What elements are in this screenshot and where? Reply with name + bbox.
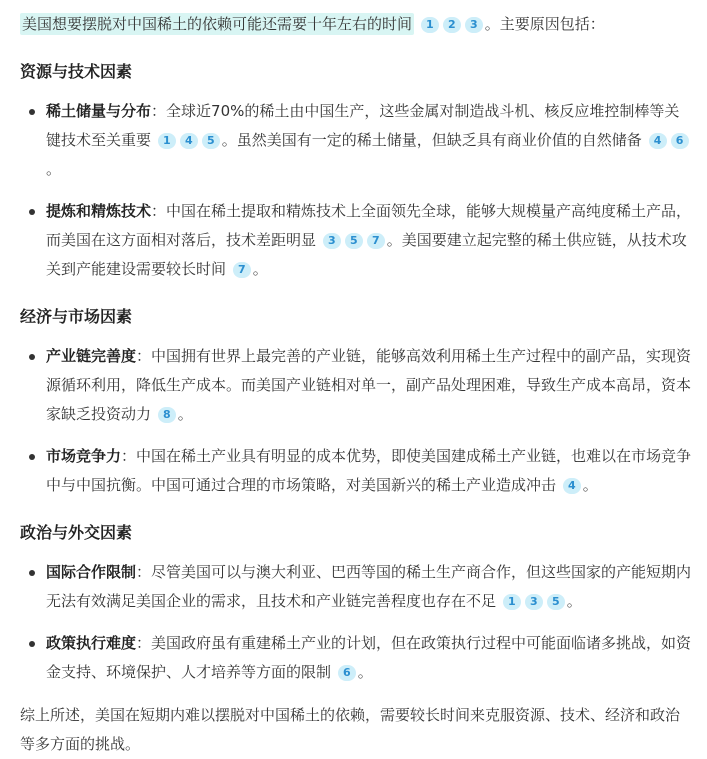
item-text: 。 xyxy=(357,663,373,681)
citation-badge[interactable]: 6 xyxy=(338,665,356,681)
item-text: 中国在稀土产业具有明显的成本优势，即使美国建成稀土产业链，也难以在市场竞争中与中国抗衡。中国可通过合理的市场策略，对美国新兴的稀土产业造成冲击 xyxy=(46,447,692,494)
section-heading-resources-tech: 资源与技术因素 xyxy=(20,62,133,81)
citation-badge[interactable]: 7 xyxy=(233,262,251,278)
item-text: 。美国要建立起完整的稀土供应链，从技术攻关到产能建设需要较长时间 xyxy=(46,231,687,278)
item-term: 政策执行难度 xyxy=(46,634,137,652)
citation-badge[interactable]: 4 xyxy=(563,478,581,494)
item-term: 市场竞争力 xyxy=(46,447,122,465)
item-separator: ： xyxy=(136,347,152,365)
intro-paragraph xyxy=(20,10,693,39)
item-text: 。 xyxy=(252,260,268,278)
summary-paragraph: 综上所述，美国在短期内难以摆脱对中国稀土的依赖，需要较长时间来克服资源、技术、经济和政治等多方面的挑战。 xyxy=(20,706,681,753)
section-list xyxy=(20,97,693,284)
citation-badge[interactable]: 5 xyxy=(202,133,220,149)
citation-badge[interactable]: 4 xyxy=(180,133,198,149)
item-text: 中国拥有世界上最完善的产业链，能够高效利用稀土生产过程中的副产品，实现资源循环利用，降低生产成本。而美国产业链相对单一，副产品处理困难，导致生产成本高昂，资本家缺乏投资动力 xyxy=(46,347,692,423)
section-heading-politics-diplomacy: 政治与外交因素 xyxy=(20,523,133,542)
item-term: 提炼和精炼技术 xyxy=(46,202,152,220)
item-term: 稀土储量与分布 xyxy=(46,102,152,120)
item-text: 尽管美国可以与澳大利亚、巴西等国的稀土生产商合作，但这些国家的产能短期内无法有效满足美国企业的需求，且技术和产业链完善程度也存在不足 xyxy=(46,563,692,610)
item-text: 全球近70%的稀土由中国生产，这些金属对制造战斗机、核反应堆控制棒等关键技术至关重要 xyxy=(46,102,680,149)
list-item xyxy=(20,558,693,616)
list-item xyxy=(20,442,693,500)
section-list xyxy=(20,342,693,500)
list-item xyxy=(20,197,693,284)
bullet-icon xyxy=(29,570,35,576)
bullet-icon xyxy=(29,454,35,460)
bullet-icon xyxy=(29,354,35,360)
bullet-icon xyxy=(29,641,35,647)
citation-badge[interactable]: 6 xyxy=(671,133,689,149)
item-separator: ： xyxy=(121,447,137,465)
item-separator: ： xyxy=(136,634,152,652)
citation-badge[interactable]: 3 xyxy=(323,233,341,249)
citation-badge[interactable]: 8 xyxy=(158,407,176,423)
citation-badge[interactable]: 3 xyxy=(465,17,483,33)
list-item xyxy=(20,342,693,429)
citation-badge[interactable]: 1 xyxy=(503,594,521,610)
citation-badge[interactable]: 3 xyxy=(525,594,543,610)
item-separator: ： xyxy=(151,202,167,220)
bullet-icon xyxy=(29,109,35,115)
item-text: 。 xyxy=(177,405,193,423)
citation-badge[interactable]: 7 xyxy=(367,233,385,249)
citation-badge[interactable]: 4 xyxy=(649,133,667,149)
section-heading-economy-market: 经济与市场因素 xyxy=(20,307,133,326)
highlighted-intro-text: 美国想要摆脱对中国稀土的依赖可能还需要十年左右的时间 xyxy=(22,15,413,33)
item-text: 中国在稀土提取和精炼技术上全面领先全球，能够大规模量产高纯度稀土产品，而美国在这方面相对落后，技术差距明显 xyxy=(46,202,692,249)
item-term: 产业链完善度 xyxy=(46,347,137,365)
item-term: 国际合作限制 xyxy=(46,563,137,581)
item-text: 。虽然美国有一定的稀土储量，但缺乏具有商业价值的自然储备 xyxy=(221,131,642,149)
item-text: 。 xyxy=(582,476,598,494)
list-item xyxy=(20,97,693,184)
item-separator: ： xyxy=(151,102,167,120)
item-text: 。 xyxy=(46,160,62,178)
citation-badge[interactable]: 2 xyxy=(443,17,461,33)
citation-badge[interactable]: 1 xyxy=(421,17,439,33)
list-item xyxy=(20,629,693,687)
intro-tail: 。主要原因包括： xyxy=(484,15,605,33)
item-text: 。 xyxy=(566,592,582,610)
citation-badge[interactable]: 5 xyxy=(345,233,363,249)
item-separator: ： xyxy=(136,563,152,581)
citation-badge[interactable]: 5 xyxy=(547,594,565,610)
section-list xyxy=(20,558,693,687)
item-text: 美国政府虽有重建稀土产业的计划，但在政策执行过程中可能面临诸多挑战，如资金支持、环境保护、人才培养等方面的限制 xyxy=(46,634,692,681)
citation-badge[interactable]: 1 xyxy=(158,133,176,149)
bullet-icon xyxy=(29,209,35,215)
